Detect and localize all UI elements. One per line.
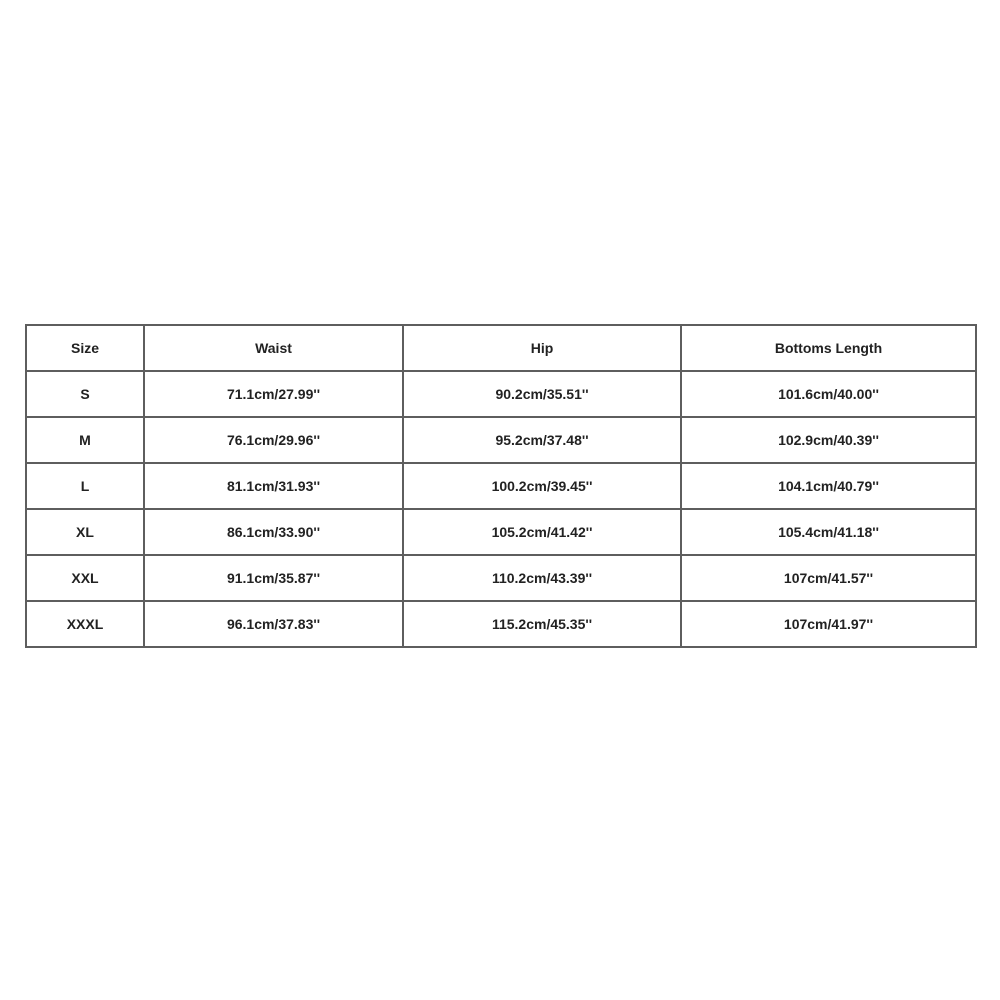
header-hip: Hip [403,325,681,371]
cell-waist: 86.1cm/33.90'' [144,509,403,555]
cell-size: M [26,417,144,463]
cell-bottoms-length: 102.9cm/40.39'' [681,417,976,463]
cell-size: XL [26,509,144,555]
cell-bottoms-length: 105.4cm/41.18'' [681,509,976,555]
table-row [26,601,976,647]
cell-bottoms-length: 104.1cm/40.79'' [681,463,976,509]
cell-bottoms-length: 101.6cm/40.00'' [681,371,976,417]
table-row [26,555,976,601]
header-row [26,325,976,371]
cell-hip: 95.2cm/37.48'' [403,417,681,463]
size-chart-table [25,324,977,648]
cell-waist: 91.1cm/35.87'' [144,555,403,601]
table-row [26,371,976,417]
table-row [26,417,976,463]
cell-waist: 81.1cm/31.93'' [144,463,403,509]
cell-waist: 76.1cm/29.96'' [144,417,403,463]
cell-hip: 90.2cm/35.51'' [403,371,681,417]
cell-size: XXL [26,555,144,601]
cell-hip: 100.2cm/39.45'' [403,463,681,509]
cell-waist: 96.1cm/37.83'' [144,601,403,647]
header-waist: Waist [144,325,403,371]
table-row [26,463,976,509]
cell-hip: 105.2cm/41.42'' [403,509,681,555]
cell-size: L [26,463,144,509]
cell-hip: 110.2cm/43.39'' [403,555,681,601]
cell-size: S [26,371,144,417]
cell-bottoms-length: 107cm/41.97'' [681,601,976,647]
cell-bottoms-length: 107cm/41.57'' [681,555,976,601]
cell-hip: 115.2cm/45.35'' [403,601,681,647]
cell-waist: 71.1cm/27.99'' [144,371,403,417]
header-bottoms-length: Bottoms Length [681,325,976,371]
header-size: Size [26,325,144,371]
cell-size: XXXL [26,601,144,647]
table-row [26,509,976,555]
